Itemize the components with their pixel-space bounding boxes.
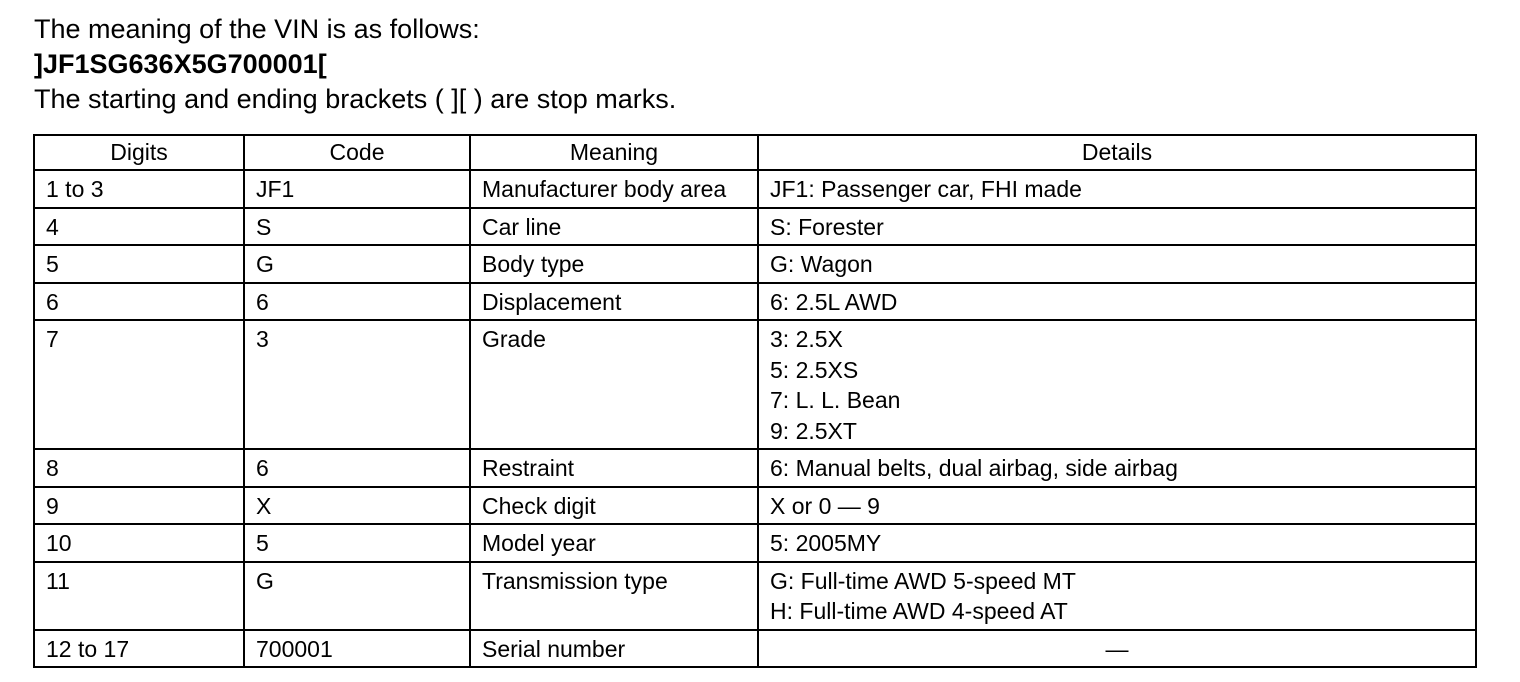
- header-digits: Digits: [34, 135, 244, 170]
- header-details: Details: [758, 135, 1476, 170]
- cell-meaning: Check digit: [470, 487, 758, 525]
- cell-code: 6: [244, 449, 470, 487]
- cell-meaning: Body type: [470, 245, 758, 283]
- cell-code: 3: [244, 320, 470, 449]
- cell-digits: 1 to 3: [34, 170, 244, 208]
- cell-code: S: [244, 208, 470, 246]
- cell-meaning: Car line: [470, 208, 758, 246]
- cell-code: G: [244, 562, 470, 630]
- detail-line: G: Wagon: [770, 251, 873, 277]
- header-meaning: Meaning: [470, 135, 758, 170]
- cell-code: JF1: [244, 170, 470, 208]
- cell-digits: 8: [34, 449, 244, 487]
- detail-line: 7: L. L. Bean: [770, 387, 901, 413]
- cell-code: G: [244, 245, 470, 283]
- cell-meaning: Serial number: [470, 630, 758, 668]
- cell-details: [758, 283, 1476, 321]
- cell-code: 6: [244, 283, 470, 321]
- intro-line: The meaning of the VIN is as follows:: [34, 14, 480, 44]
- table-row: [34, 562, 1476, 630]
- cell-meaning: Model year: [470, 524, 758, 562]
- detail-line: G: Full-time AWD 5-speed MT: [770, 567, 1076, 594]
- cell-details: [758, 562, 1476, 630]
- table-row: [34, 208, 1476, 246]
- vin-meaning-table: [33, 134, 1477, 668]
- detail-line: 6: 2.5L AWD: [770, 288, 898, 315]
- table-header-row: [34, 135, 1476, 170]
- cell-digits: 6: [34, 283, 244, 321]
- vin-code: ]JF1SG636X5G700001[: [34, 49, 327, 79]
- cell-details: [758, 487, 1476, 525]
- table-row: [34, 524, 1476, 562]
- stop-marks-note: The starting and ending brackets ( ][ ) are stop marks.: [34, 84, 677, 114]
- cell-digits: 9: [34, 487, 244, 525]
- detail-line: X or 0 — 9: [770, 492, 880, 519]
- intro-text: [34, 12, 676, 117]
- detail-line: 6: Manual belts, dual airbag, side airbag: [770, 455, 1178, 481]
- cell-code: 700001: [244, 630, 470, 668]
- detail-line: —: [1105, 635, 1129, 662]
- header-code: Code: [244, 135, 470, 170]
- detail-line: 5: 2005MY: [770, 530, 882, 556]
- table-row: [34, 487, 1476, 525]
- cell-digits: 10: [34, 524, 244, 562]
- cell-digits: 7: [34, 320, 244, 449]
- cell-meaning: Restraint: [470, 449, 758, 487]
- table-row: [34, 283, 1476, 321]
- cell-digits: 11: [34, 562, 244, 630]
- cell-meaning: Displacement: [470, 283, 758, 321]
- cell-meaning: Transmission type: [470, 562, 758, 630]
- cell-digits: 4: [34, 208, 244, 246]
- cell-code: 5: [244, 524, 470, 562]
- cell-details: [758, 630, 1476, 668]
- table-row: [34, 245, 1476, 283]
- cell-code: X: [244, 487, 470, 525]
- cell-details: [758, 449, 1476, 487]
- detail-line: JF1: Passenger car, FHI made: [770, 176, 1082, 202]
- detail-line: 9: 2.5XT: [770, 417, 857, 444]
- cell-details: [758, 208, 1476, 246]
- detail-line: S: Forester: [770, 213, 884, 240]
- cell-digits: 12 to 17: [34, 630, 244, 668]
- cell-details: [758, 320, 1476, 449]
- cell-details: [758, 524, 1476, 562]
- cell-details: [758, 170, 1476, 208]
- table-row: [34, 320, 1476, 449]
- cell-meaning: Manufacturer body area: [470, 170, 758, 208]
- cell-meaning: Grade: [470, 320, 758, 449]
- table-row: [34, 630, 1476, 668]
- detail-line: 3: 2.5X: [770, 326, 843, 352]
- detail-line: 5: 2.5XS: [770, 356, 859, 383]
- table-row: [34, 449, 1476, 487]
- detail-line: H: Full-time AWD 4-speed AT: [770, 598, 1068, 624]
- cell-details: [758, 245, 1476, 283]
- cell-digits: 5: [34, 245, 244, 283]
- table-row: [34, 170, 1476, 208]
